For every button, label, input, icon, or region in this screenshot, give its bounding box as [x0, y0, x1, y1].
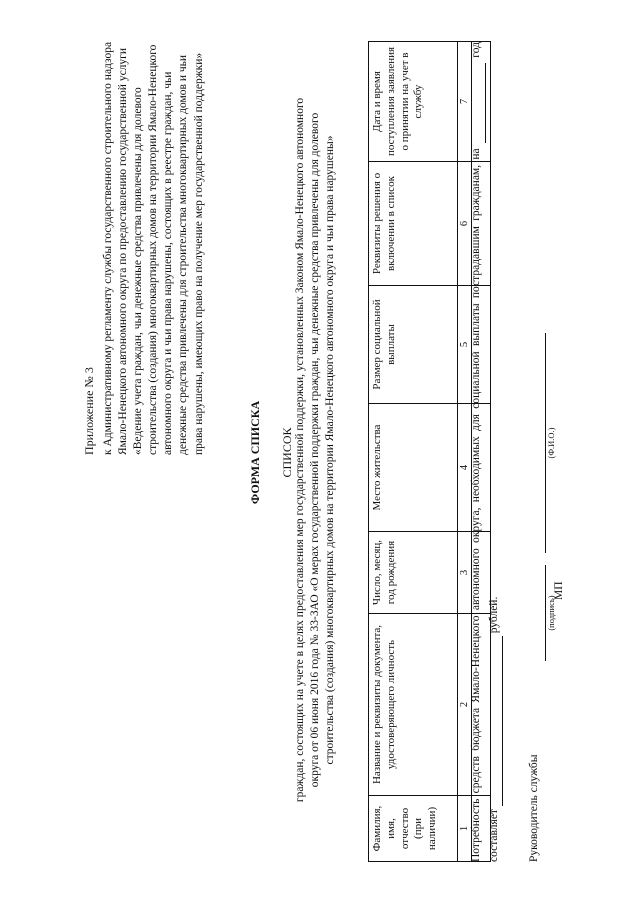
table-number-cell: 2 [458, 614, 472, 796]
form-heading: ФОРМА СПИСКА [248, 400, 262, 505]
table-header-row [369, 42, 458, 862]
table-number-cell: 1 [458, 796, 472, 862]
table-number-cell: 6 [458, 162, 472, 286]
table-header-cell: Фамилия, имя, отчество (при наличии) [369, 796, 458, 862]
budget-need-year-text: год составляет [470, 41, 500, 862]
table-header-cell: Размер социальной выплаты [369, 286, 458, 404]
table-number-cell: 3 [458, 532, 472, 614]
name-caption: (Ф.И.О.) [546, 427, 556, 459]
list-title: СПИСОК [280, 427, 294, 478]
budget-need-text: Потребность средств бюджета Ямало-Ненецкого автономного округа, необходимых для социальной выплаты пострадавшим гражданам, на [470, 148, 482, 862]
table-header-cell: Дата и время поступления заявления о принятии на учет в службу [369, 42, 458, 162]
appendix-text: к Административному регламенту службы государственного строительного надзора Ямало-Ненецкого автономного округа по предоставлению государственной услуги «Ведение учета граждан, чьи денежные средства привлечены для долевого строительства (создания) многоквартирных домов на территории Ямало-Ненецкого автономного округа и чьи права нарушены, состоящих в реестре граждан, чьи денежные средства привлечены для строительства многоквартирных домов и чьи права нарушены, имеющих право на получение мер государственной поддержки» [101, 41, 205, 455]
table-header-cell: Название и реквизиты документа, удостоверяющего личность [369, 614, 458, 796]
amount-blank [486, 636, 504, 806]
year-blank [468, 63, 486, 143]
list-description: граждан, состоящих на учете в целях предоставления мер государственной поддержки, установленных Законом Ямало-Ненецкого автономного округа от 06 июня 2016 года № 33-ЗАО «О мерах государственной поддержки граждан, чьи денежные средства привлечены для долевого строительства (создания) многоквартирных домов на территории Ямало-Ненецкого автономного округа и чьи права нарушены» [294, 97, 336, 803]
table-header-cell: Место жительства [369, 404, 458, 532]
budget-need-currency: рублей. [487, 596, 500, 634]
budget-need-paragraph [468, 42, 503, 862]
appendix-block [82, 35, 207, 455]
table-number-cell: 4 [458, 404, 472, 532]
signature-caption: (подпись) [546, 595, 556, 631]
table-header-cell: Реквизиты решения о включении в список [369, 162, 458, 286]
appendix-title: Приложение № 3 [82, 367, 96, 455]
table-header-cell: Число, месяц, год рождения [369, 532, 458, 614]
table-number-cell: 5 [458, 286, 472, 404]
stamp-place-label: МП [553, 581, 565, 600]
head-of-service-label: Руководитель службы [528, 754, 540, 862]
table-number-cell: 7 [458, 42, 472, 162]
